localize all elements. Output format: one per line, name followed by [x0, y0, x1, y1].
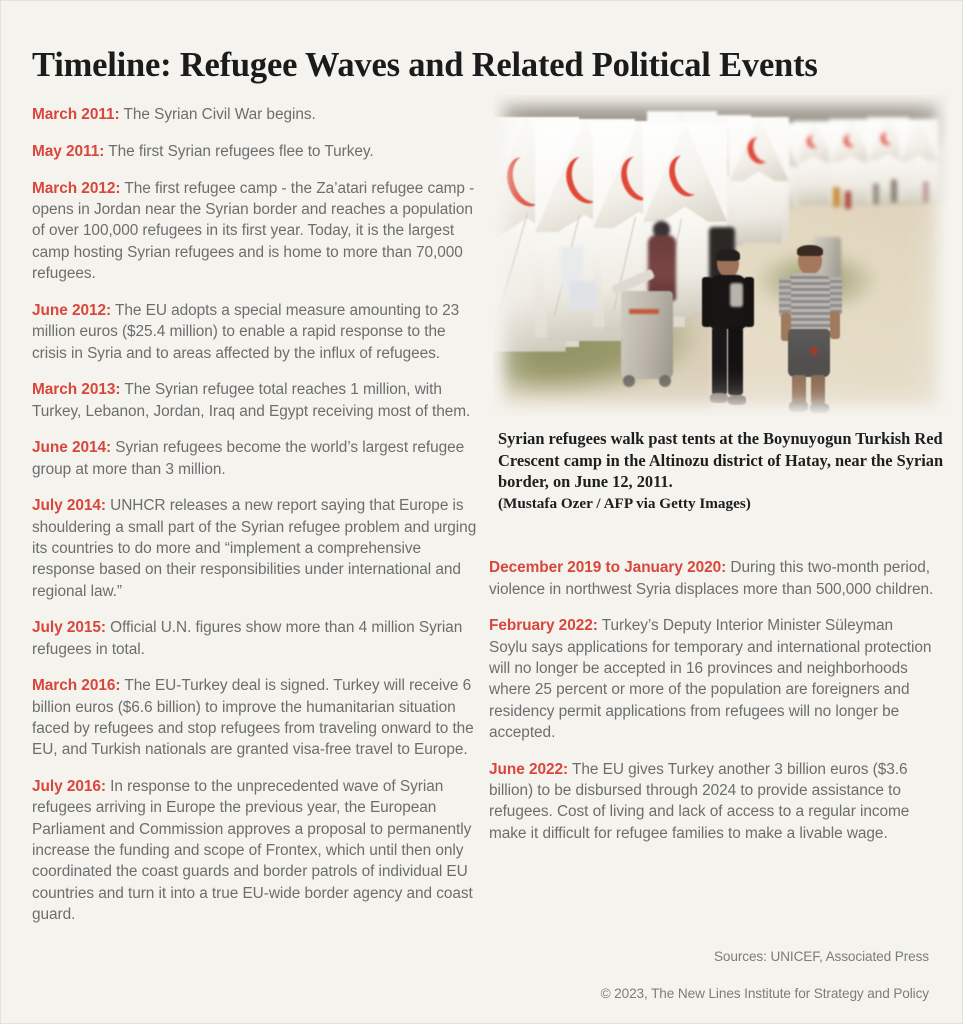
timeline-entry: [32, 104, 479, 125]
timeline-entry-date: May 2011:: [32, 143, 105, 161]
timeline-entry-date: June 2014:: [32, 439, 112, 457]
timeline-entry-date: February 2022:: [489, 617, 598, 635]
photo-person-left: [700, 251, 756, 411]
timeline-entry-date: June 2022:: [489, 760, 569, 778]
timeline-entry-text: The Syrian Civil War begins.: [119, 106, 316, 124]
timeline-right-column: [489, 542, 935, 844]
timeline-entry-text: Syrian refugees become the world’s largest refugee group at more than 3 million.: [32, 439, 465, 478]
timeline-entry-date: March 2011:: [32, 106, 120, 124]
photo-credit: (Mustafa Ozer / AFP via Getty Images): [498, 494, 751, 512]
page-title: Timeline: Refugee Waves and Related Political Events: [32, 46, 818, 85]
timeline-entry-date: July 2015:: [32, 619, 106, 637]
photo-caption-text: Syrian refugees walk past tents at the Boynuyogun Turkish Red Crescent camp in the Altinozu district of Hatay, near the Syrian border, on June 12, 2011.: [498, 429, 944, 492]
timeline-entry: [32, 141, 479, 162]
timeline-entry-text: UNHCR releases a new report saying that Europe is shouldering a small part of the Syrian refugee problem and urging its countries to do more and “implement a comprehensive response based on their responsibilities under international and regional law.”: [32, 497, 477, 600]
photo-caption: [498, 428, 948, 514]
photo-background-figure: [645, 221, 679, 301]
timeline-entry-text: The first Syrian refugees flee to Turkey.: [104, 143, 374, 161]
timeline-entry-date: December 2019 to January 2020:: [489, 559, 727, 577]
timeline-entry: [489, 615, 935, 743]
timeline-entry-date: March 2012:: [32, 179, 121, 197]
refugee-camp-photo: [493, 95, 948, 416]
timeline-entry-date: June 2012:: [32, 301, 112, 319]
timeline-entry-date: March 2016:: [32, 677, 121, 695]
timeline-entry-date: July 2016:: [32, 778, 106, 796]
copyright-line: © 2023, The New Lines Institute for Strategy and Policy: [600, 986, 929, 1001]
timeline-entry: [32, 675, 479, 760]
timeline-entry-text: During this two-month period, violence in northwest Syria displaces more than 500,000 children.: [489, 559, 934, 598]
timeline-entry: [489, 759, 935, 844]
timeline-entry: [32, 617, 479, 660]
timeline-entry: [32, 437, 479, 480]
timeline-entry-date: March 2013:: [32, 381, 121, 399]
timeline-entry-text: Turkey’s Deputy Interior Minister Süleyman Soylu says applications for temporary and international protection will no longer be accepted in 16 provinces and neighborhoods where 25 percent or more of the population are foreigners and residency permit applications from refugees will no longer be accepted.: [489, 617, 932, 742]
timeline-entry: [32, 300, 479, 364]
timeline-entry-text: Official U.N. figures show more than 4 million Syrian refugees in total.: [32, 619, 463, 658]
timeline-entry-text: The EU-Turkey deal is signed. Turkey will receive 6 billion euros ($6.6 billion) to improve the humanitarian situation faced by refugees and stop refugees from traveling onward to the EU, and Turkish nationals are granted visa-free travel to Europe.: [32, 677, 474, 759]
timeline-entry-text: The first refugee camp - the Za’atari refugee camp - opens in Jordan near the Syrian border and reaches a population of over 100,000 refugees in its first year. Today, it is the largest camp hosting Syrian refugees and is home to more than 70,000 refugees.: [32, 179, 475, 283]
timeline-entry-text: The Syrian refugee total reaches 1 million, with Turkey, Lebanon, Jordan, Iraq and Egypt receiving most of them.: [32, 381, 471, 420]
timeline-entry-text: The EU gives Turkey another 3 billion euros ($3.6 billion) to be disbursed through 2024 to provide assistance to refugees. Cost of living and lack of access to a regular income make it difficult for refugee families to make a livable wage.: [489, 760, 910, 842]
photo-person-right: [780, 247, 842, 413]
sources-line: Sources: UNICEF, Associated Press: [713, 949, 929, 964]
timeline-entry: [32, 495, 479, 602]
timeline-entry: [32, 776, 479, 925]
timeline-entry-text: In response to the unprecedented wave of Syrian refugees arriving in Europe the previous year, the European Parliament and Commission approves a proposal to permanently increase the funding and scope of Frontex, which until then only coordinated the coast guards and border patrols of individual EU countries and turn it into a true EU-wide border agency and coast guard.: [32, 778, 473, 924]
timeline-entry-date: July 2014:: [32, 497, 106, 515]
timeline-entry: [32, 178, 479, 285]
timeline-entry: [489, 557, 935, 600]
timeline-left-column: [32, 89, 479, 925]
timeline-entry: [32, 379, 479, 422]
photo-figure: [493, 95, 948, 416]
timeline-entry-text: The EU adopts a special measure amounting to 23 million euros ($25.4 million) to enable a rapid response to the crisis in Syria and to areas affected by the influx of refugees.: [32, 301, 460, 362]
